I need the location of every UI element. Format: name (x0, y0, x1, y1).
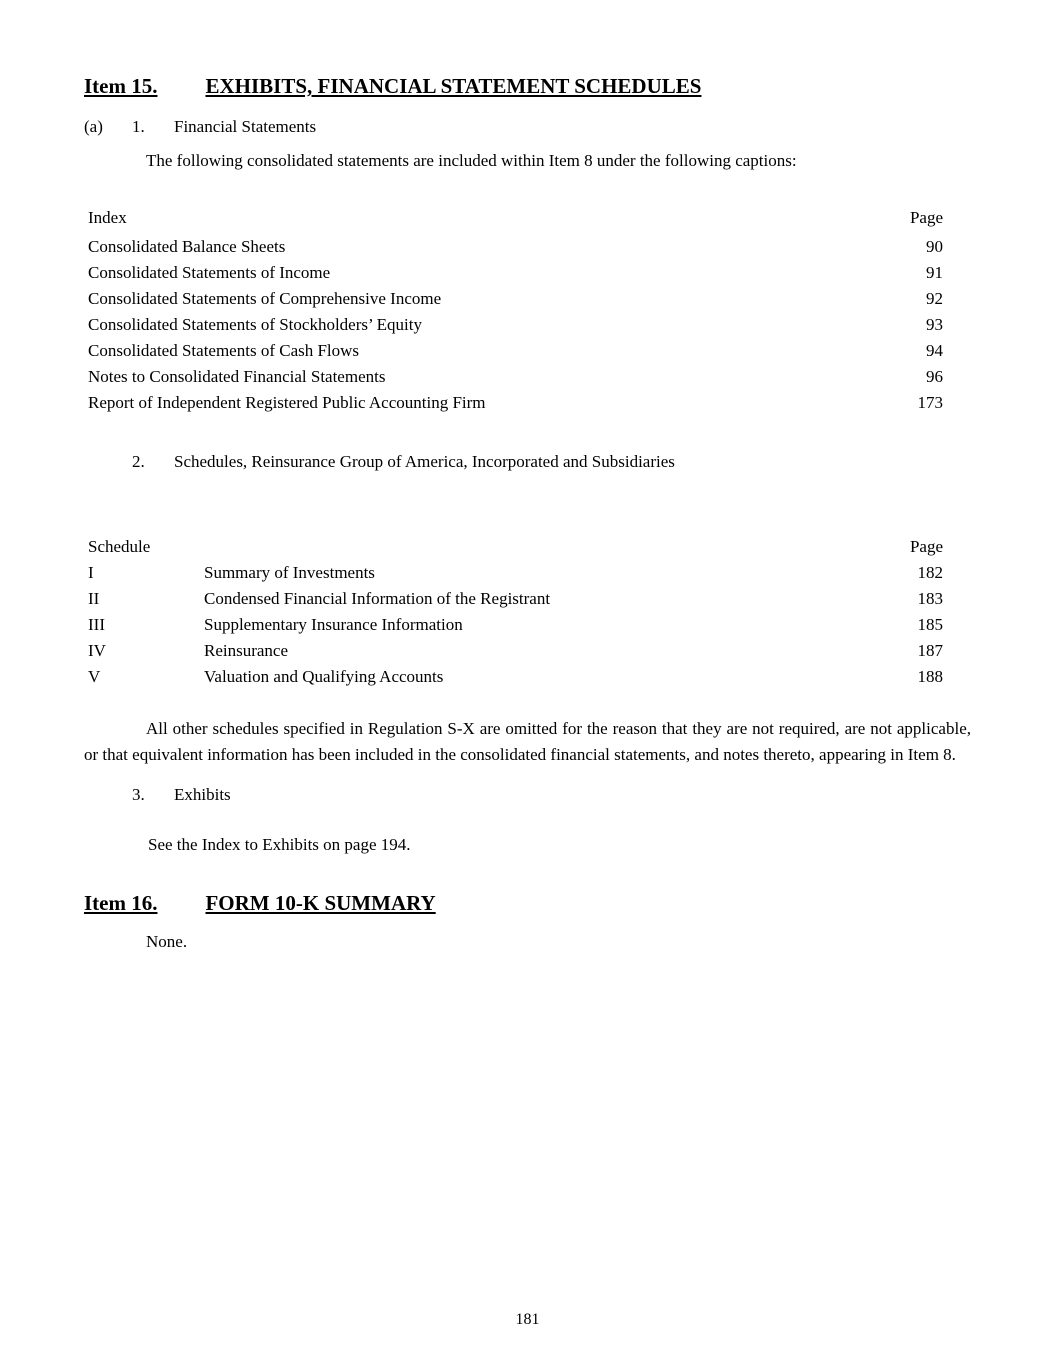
section-2-heading (84, 452, 971, 472)
schedule-row-name: Supplementary Insurance Information (204, 615, 463, 634)
schedule-row-page: 183 (917, 589, 943, 608)
index-row-page: 92 (926, 289, 943, 308)
schedule-row-page: 188 (917, 667, 943, 686)
table-row (84, 364, 971, 390)
table-row (84, 560, 971, 586)
table-row (84, 338, 971, 364)
table-row (84, 664, 971, 690)
section-3-heading (84, 785, 971, 805)
index-row-page: 96 (926, 367, 943, 386)
index-row-page: 94 (926, 341, 943, 360)
item-15-title: EXHIBITS, FINANCIAL STATEMENT SCHEDULES (205, 74, 702, 98)
table-header-row (84, 205, 971, 234)
table-row (84, 312, 971, 338)
schedule-row-roman: II (88, 589, 100, 608)
table-row (84, 234, 971, 260)
schedule-row-page: 182 (917, 563, 943, 582)
section-a-intro: The following consolidated statements are included within Item 8 under the following captions: (146, 151, 797, 170)
section-a-number: 1. (132, 117, 145, 136)
schedule-row-page: 187 (917, 641, 943, 660)
section-a-heading (84, 117, 971, 137)
schedule-row-name: Summary of Investments (204, 563, 375, 582)
table-row (84, 260, 971, 286)
schedule-row-roman: I (88, 563, 94, 582)
section-a-paren: (a) (84, 117, 103, 136)
section-a-title: Financial Statements (174, 117, 317, 136)
table-header-row (84, 534, 971, 560)
index-row-desc: Consolidated Statements of Income (88, 263, 331, 282)
table-row (84, 390, 971, 416)
schedule-row-page: 185 (917, 615, 943, 634)
schedules-table (84, 534, 971, 690)
item-16-title: FORM 10-K SUMMARY (205, 891, 436, 915)
section-2-number: 2. (132, 452, 145, 471)
index-row-desc: Report of Independent Registered Public Accounting Firm (88, 393, 486, 412)
item-16-body: None. (146, 932, 188, 951)
index-row-desc: Notes to Consolidated Financial Statements (88, 367, 386, 386)
section-2-title: Schedules, Reinsurance Group of America, Incorporated and Subsidiaries (174, 452, 675, 471)
spacer (84, 472, 971, 498)
schedule-header-label: Schedule (88, 537, 151, 556)
table-row (84, 612, 971, 638)
index-row-page: 90 (926, 237, 943, 256)
page-title (84, 74, 971, 99)
schedule-row-roman: IV (88, 641, 106, 660)
table-row (84, 638, 971, 664)
index-header-label: Index (88, 208, 127, 227)
index-row-page: 93 (926, 315, 943, 334)
index-header-page: Page (909, 208, 943, 227)
item-15-label: Item 15. (84, 74, 158, 98)
index-row-desc: Consolidated Balance Sheets (88, 237, 286, 256)
index-row-desc: Consolidated Statements of Comprehensive Income (88, 289, 442, 308)
item-16-label: Item 16. (84, 891, 158, 915)
section-3-title: Exhibits (174, 785, 231, 804)
exhibits-index-note: See the Index to Exhibits on page 194. (148, 835, 411, 854)
index-row-desc: Consolidated Statements of Cash Flows (88, 341, 360, 360)
schedule-header-page: Page (909, 537, 943, 556)
table-row (84, 586, 971, 612)
index-row-desc: Consolidated Statements of Stockholders’ Equity (88, 315, 422, 334)
item-16-heading (84, 891, 971, 916)
schedule-row-name: Reinsurance (204, 641, 289, 660)
financial-statements-index-table (84, 205, 971, 416)
index-row-page: 173 (917, 393, 943, 412)
section-3-number: 3. (132, 785, 145, 804)
index-row-page: 91 (926, 263, 943, 282)
omission-paragraph: All other schedules specified in Regulation S-X are omitted for the reason that they are not required, are not applicable, or that equivalent information has been included in the consolidated financial statements, and notes thereto, appearing in Item 8. (84, 719, 971, 764)
table-row (84, 286, 971, 312)
schedule-row-roman: V (88, 667, 101, 686)
schedule-header-blank (204, 534, 847, 560)
schedule-row-name: Valuation and Qualifying Accounts (204, 667, 444, 686)
schedule-row-name: Condensed Financial Information of the Registrant (204, 589, 551, 608)
footer-page-number: 181 (515, 1311, 540, 1328)
schedule-row-roman: III (88, 615, 105, 634)
